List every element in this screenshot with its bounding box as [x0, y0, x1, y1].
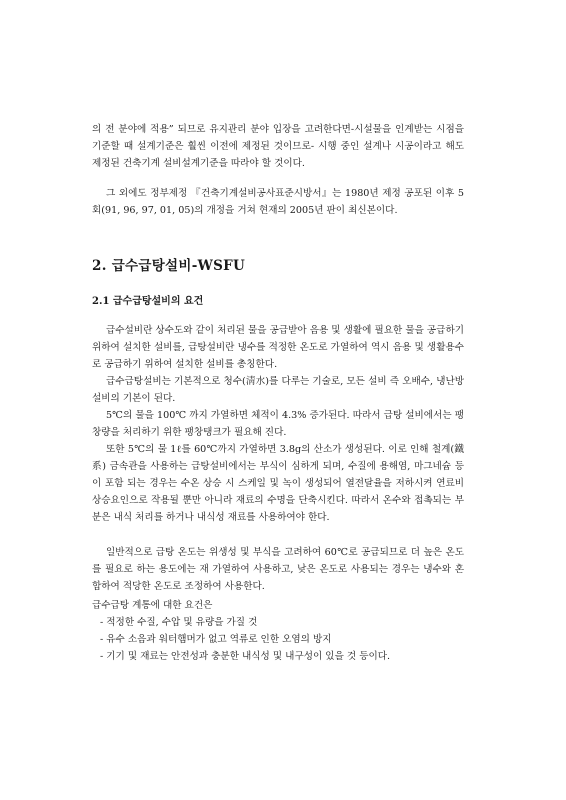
- paragraph-corrosion: 또한 5℃의 물 1ℓ를 60℃까지 가열하면 3.8g의 산소가 생성된다. 이로 인해 철계(鐵系) 금속관을 사용하는 급탕설비에서는 부식이 심하게 되며, 수질에 용해염, 마그네슘 등이 포함 되는 경우는 수온 상승 시 스케일 및 녹이 생성되어 열전달율을 저하시켜 연료비 상승요인으로 작용될 뿐만 아니라 재료의 수명을 단축시킨다. 따라서 온수와 접촉되는 부분은 내식 처리를 하거나 내식성 재료를 사용하여야 한다.: [92, 444, 464, 523]
- intro-paragraph-continuation: 의 전 분야에 적용” 되므로 유지관리 분야 입장을 고려한다면-시설물을 인계받는 시점을 기준할 때 설계기준은 훨씬 이전에 제정된 것이므로- 시행 중인 설계나 시공이라고 해도 제정된 건축기계 설비설계기준을 따라야 할 것이다.: [92, 124, 464, 169]
- requirements-list: [100, 614, 470, 665]
- list-item: - 적정한 수질, 수압 및 유량을 가질 것: [100, 617, 258, 628]
- intro-paragraph-standard-spec: 그 외에도 정부제정 『건축기계설비공사표준시방서』는 1980년 제정 공포된 이후 5회(91, 96, 97, 01, 05)의 개정을 거쳐 현재의 2005년 판이 최신본이다.: [92, 188, 464, 216]
- list-item: - 기기 및 재료는 안전성과 충분한 내식성 및 내구성이 있을 것 등이다.: [100, 651, 391, 662]
- paragraph-supply-temperature: 일반적으로 급탕 온도는 위생성 및 부식을 고려하여 60℃로 공급되므로 더 높은 온도를 필요로 하는 용도에는 재 가열하여 사용하고, 낮은 온도로 사용되는 경우는 냉수와 혼합하여 적당한 온도로 조정하여 사용한다.: [92, 547, 464, 592]
- paragraph-expansion: 5℃의 물을 100℃ 까지 가열하면 체적이 4.3% 증가된다. 따라서 급탕 설비에서는 팽창량을 처리하기 위한 팽창탱크가 필요해 진다.: [92, 410, 464, 438]
- paragraph-basic-technology: 급수급탕설비는 기본적으로 청수(淸水)를 다루는 기술로, 모든 설비 즉 오배수, 냉난방설비의 기본이 된다.: [92, 376, 464, 404]
- paragraph-definition: 급수설비란 상수도와 같이 처리된 물을 공급받아 음용 및 생활에 필요한 물을 공급하기 위하여 설치한 설비를, 급탕설비란 냉수를 적정한 온도로 가열하여 역시 음용 및 생활용수로 공급하기 위하여 설치한 설비를 총칭한다.: [92, 325, 464, 370]
- requirements-title: 급수급탕 계통에 대한 요건은: [92, 600, 213, 611]
- subsection-heading: 2.1 급수급탕설비의 요건: [92, 296, 204, 307]
- list-item: - 유수 소음과 워터햄머가 없고 역류로 인한 오염의 방지: [100, 634, 332, 645]
- section-heading: 2. 급수급탕설비-WSFU: [92, 258, 246, 274]
